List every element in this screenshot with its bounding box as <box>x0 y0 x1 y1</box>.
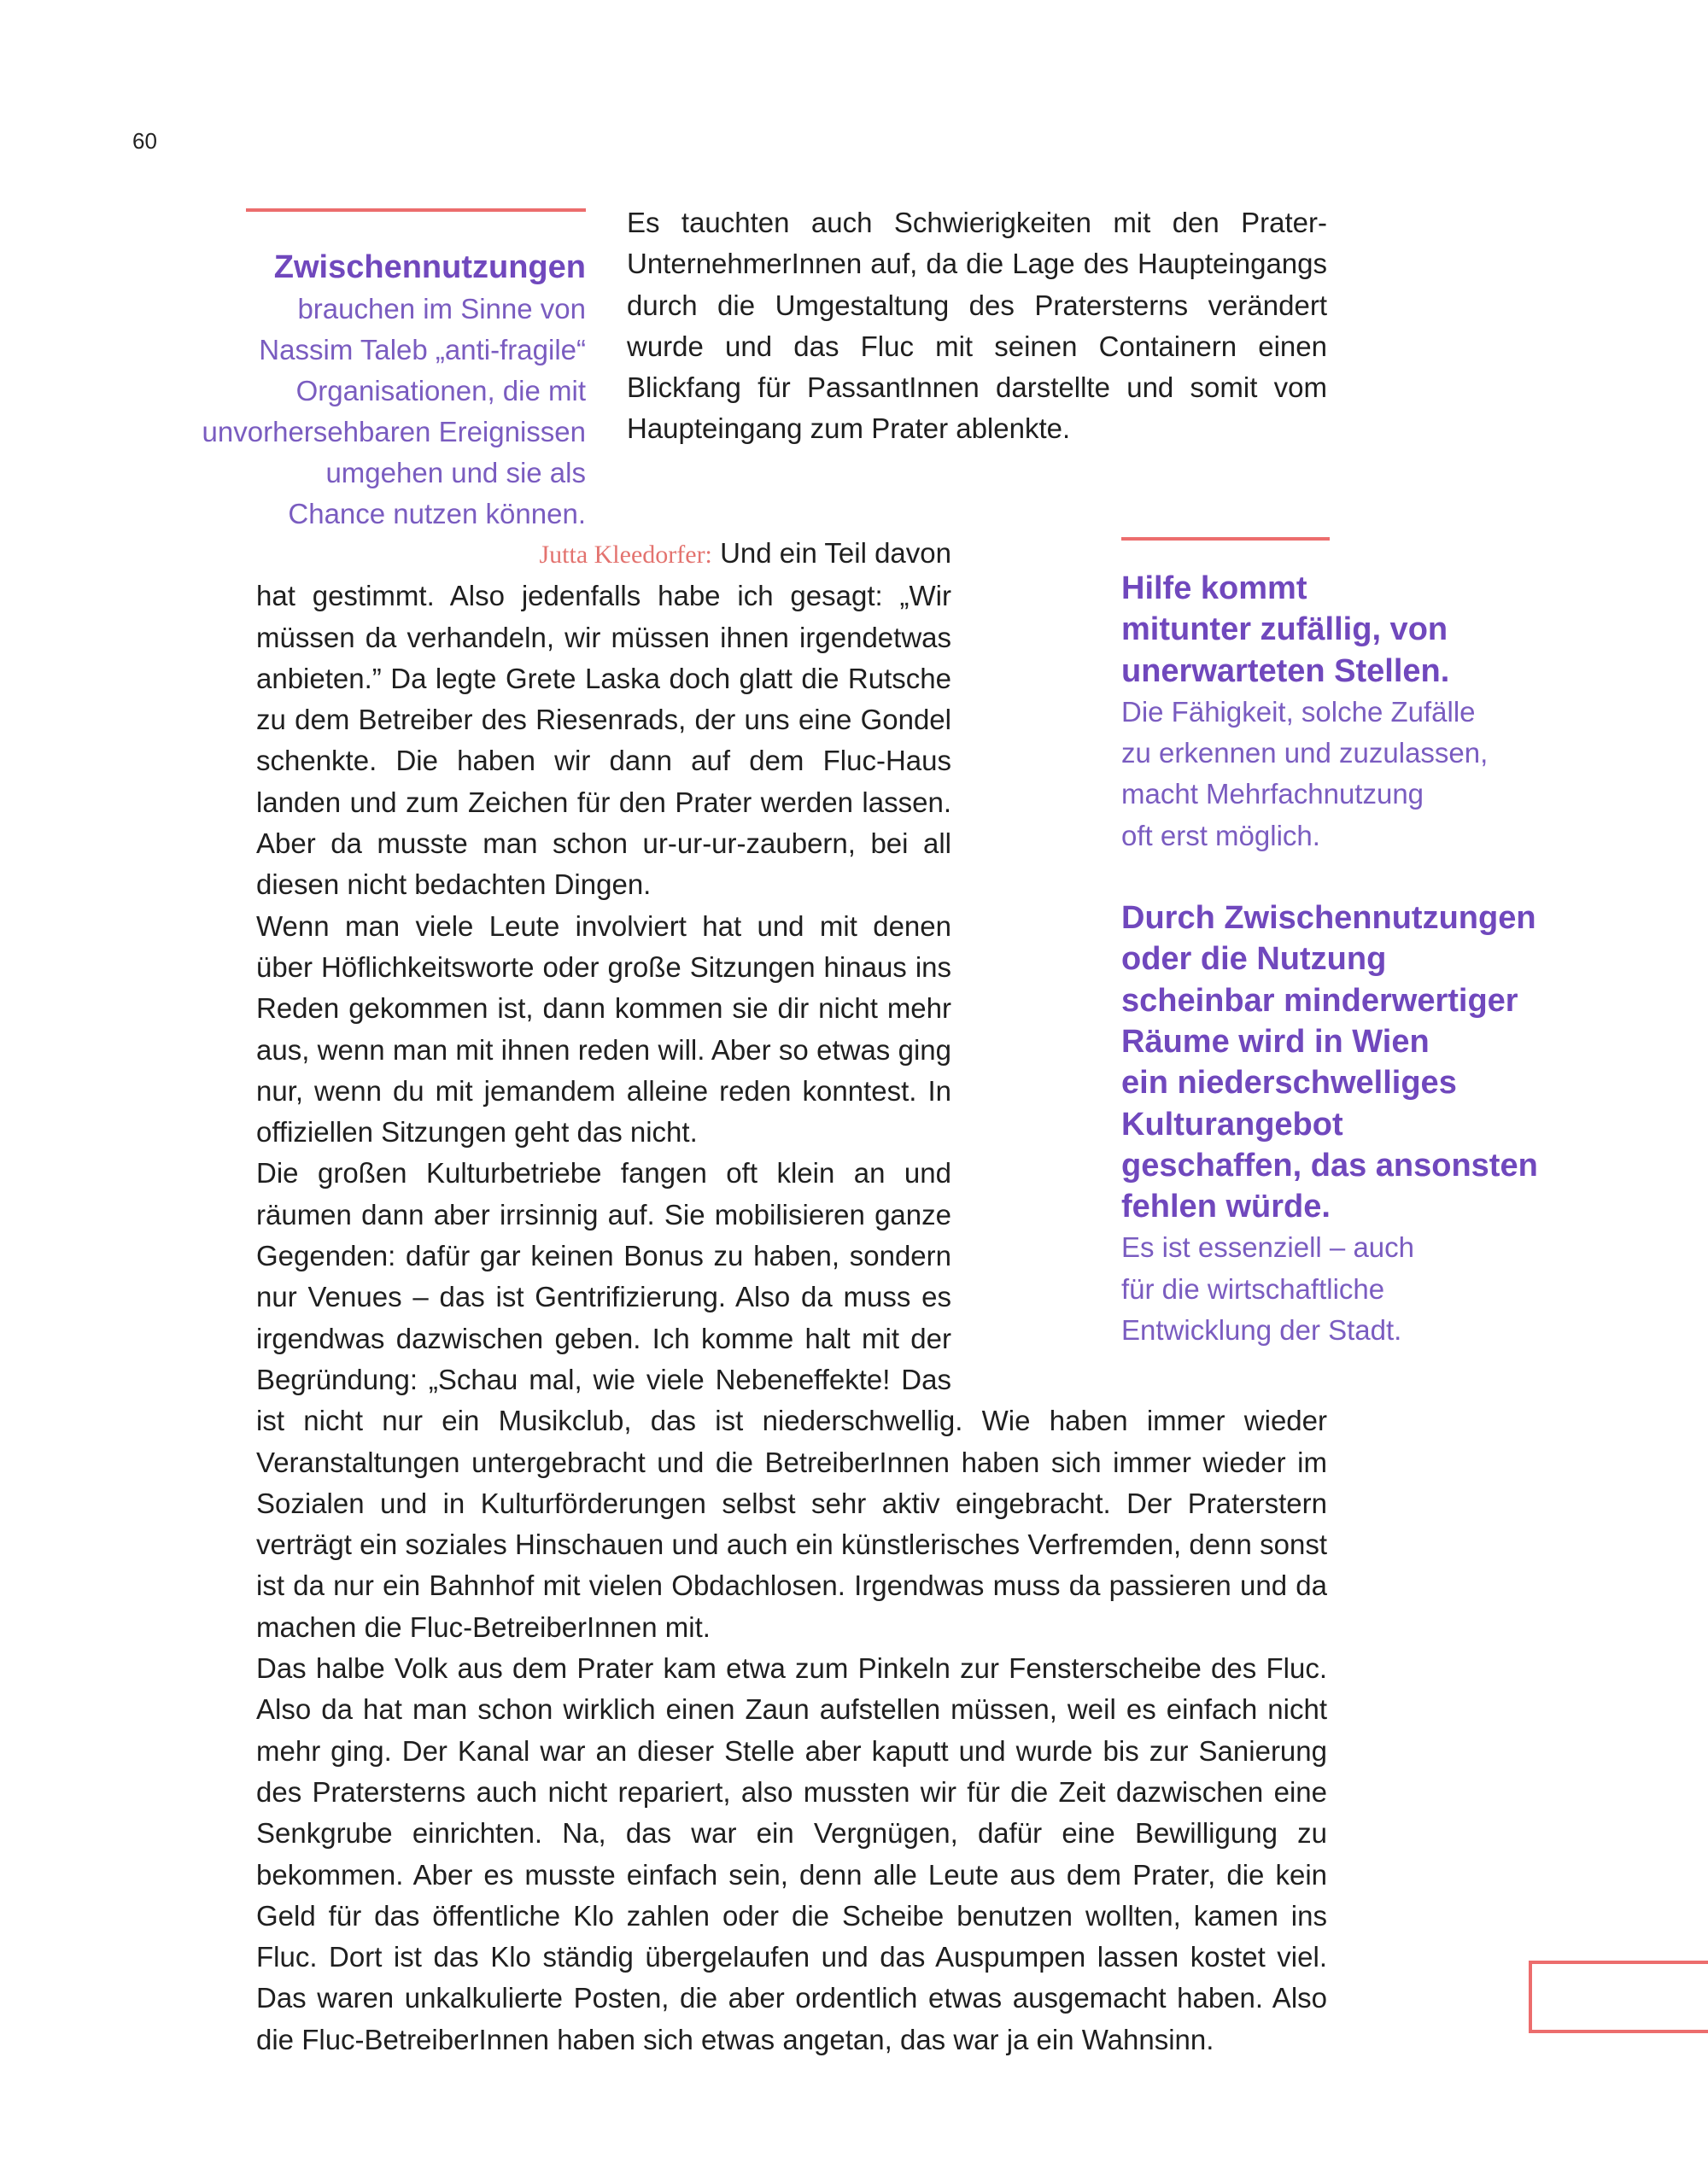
pullquote-left-lead: Zwischennutzungen <box>273 249 586 285</box>
sidebar-bold-line: geschaffen, das ansonsten <box>1121 1147 1538 1184</box>
sidebar-light-line: Es ist essenziell – auch <box>1121 1231 1415 1264</box>
sidebar-light-line: zu erkennen und zuzulassen, <box>1121 737 1489 769</box>
sidebar-bold-line: Hilfe kommt <box>1121 570 1307 606</box>
sidebar-gap <box>1121 856 1600 897</box>
sidebar-light-line: macht Mehrfachnutzung <box>1121 778 1424 810</box>
page-number: 60 <box>132 128 157 154</box>
corner-frame <box>1529 1961 1708 2033</box>
sidebar-bold-line: scheinbar minderwertiger <box>1121 982 1518 1019</box>
sidebar-bold-line: Räume wird in Wien <box>1121 1023 1430 1060</box>
pullquote-left <box>154 246 586 535</box>
pullquote-left-line: Organisationen, die mit <box>295 375 586 406</box>
pullquote-left-rule <box>246 208 586 212</box>
sidebar-bold-line: oder die Nutzung <box>1121 941 1387 978</box>
sidebar-light-line: Die Fähigkeit, solche Zufälle <box>1121 695 1476 728</box>
top-paragraph: Es tauchten auch Schwierigkeiten mit den Prater-UnternehmerInnen auf, da die Lage des Haupteingangs durch die Umgestaltung des Pratersterns verändert wurde und das Fluc mit seinen Containern einen Blickfang für PassantInnen darstellte und somit vom Haupteingang zum Prater ablenkte. <box>627 207 1327 445</box>
sidebar-bold-line: Durch Zwischennutzungen <box>1121 900 1536 937</box>
interview-paragraph: Wenn man viele Leute involviert hat und mit denen über Höflichkeitsworte oder große Sitzungen hinaus ins Reden gekommen ist, dann kommen sie dir nicht mehr aus, wenn man mit ihnen reden will. Aber so etwas ging nur, wenn du mit jemandem alleine reden konntest. In offiziellen Sitzungen geht das nicht. <box>256 909 951 1149</box>
pullquote-left-line: Chance nutzen können. <box>288 498 586 529</box>
interview-paragraph: hat gestimmt. Also jedenfalls habe ich gesagt: „Wir müssen da verhandeln, wir müssen ihnen irgendetwas anbieten.” Da legte Grete Laska doch glatt die Rutsche zu dem Betreiber des Riesenrads, der uns eine Gondel schenkte. Die haben wir dann auf dem Fluc-Haus landen und zum Zeichen für den Prater werden lassen. Aber da musste man schon ur-ur-ur-zaubern, bei all diesen nicht bedachten Dingen. <box>256 580 951 901</box>
sidebar-bold-line: ein niederschwelliges <box>1121 1065 1457 1102</box>
sidebar <box>1121 568 1600 1351</box>
speaker-first-words: Und ein Teil davon <box>720 537 951 569</box>
pullquote-left-line: Nassim Taleb „anti-fragile“ <box>259 334 586 365</box>
sidebar-block-1 <box>1121 568 1600 856</box>
speaker-name: Jutta Kleedorfer: <box>539 541 712 569</box>
pullquote-left-line: umgehen und sie als <box>325 457 586 488</box>
sidebar-light-line: für die wirtschaftliche <box>1121 1272 1385 1305</box>
sidebar-bold-line: mitunter zufällig, von <box>1121 611 1448 648</box>
pullquote-left-line: unvorhersehbaren Ereignissen <box>202 416 586 447</box>
sidebar-bold-line: Kulturangebot <box>1121 1106 1343 1143</box>
interview-paragraph: Die großen Kulturbetriebe fangen oft klein an und räumen dann aber irrsinnig auf. Sie mobilisieren ganze Gegenden: dafür gar keinen Bonus zu haben, sondern nur Venues – das ist Gentrifizierung. Also da muss es irgendwas dazwischen geben. Ich komme halt mit der Begründung: „Schau mal, wie viele Nebeneffekte! Das ist nicht nur ein Musikclub, das ist niederschwellig. Wie haben immer wieder Veranstaltungen untergebracht und die BetreiberInnen haben sich immer wieder im Sozialen und in Kulturförderungen selbst sehr aktiv eingebracht. Der Praterstern verträgt ein soziales Hinschauen und auch ein künstlerisches Verfremden, denn sonst ist da nur ein Bahnhof mit vielen Obdachlosen. Irgendwas muss da passieren und da machen die Fluc-BetreiberInnen mit. <box>256 1157 1327 1643</box>
sidebar-block-2 <box>1121 897 1600 1351</box>
sidebar-light-line: oft erst möglich. <box>1121 819 1320 851</box>
sidebar-bold-line: fehlen würde. <box>1121 1189 1331 1225</box>
sidebar-bold-line: unerwarteten Stellen. <box>1121 652 1450 689</box>
pullquote-left-line: brauchen im Sinne von <box>297 293 586 324</box>
sidebar-light-line: Entwicklung der Stadt. <box>1121 1314 1402 1347</box>
interview-paragraph: Das halbe Volk aus dem Prater kam etwa zum Pinkeln zur Fensterscheibe des Fluc. Also da hat man schon wirklich einen Zaun aufstellen müssen, weil es einfach nicht mehr ging. Der Kanal war an dieser Stelle aber kaputt und wurde bis zur Sanierung des Pratersterns auch nicht repariert, also mussten wir für die Zeit dazwischen eine Senkgrube einrichten. Na, das war ein Vergnügen, dafür eine Bewilligung zu bekommen. Aber es musste einfach sein, denn alle Leute aus dem Prater, die kein Geld für das öffentliche Klo zahlen oder die Scheibe benutzen wollten, kamen ins Fluc. Dort ist das Klo ständig übergelaufen und das Auspumpen lassen kostet viel. Das waren unkalkulierte Posten, die aber ordentlich etwas ausgemacht haben. Also die Fluc-BetreiberInnen haben sich etwas angetan, das war ja ein Wahnsinn. <box>256 1652 1327 2055</box>
